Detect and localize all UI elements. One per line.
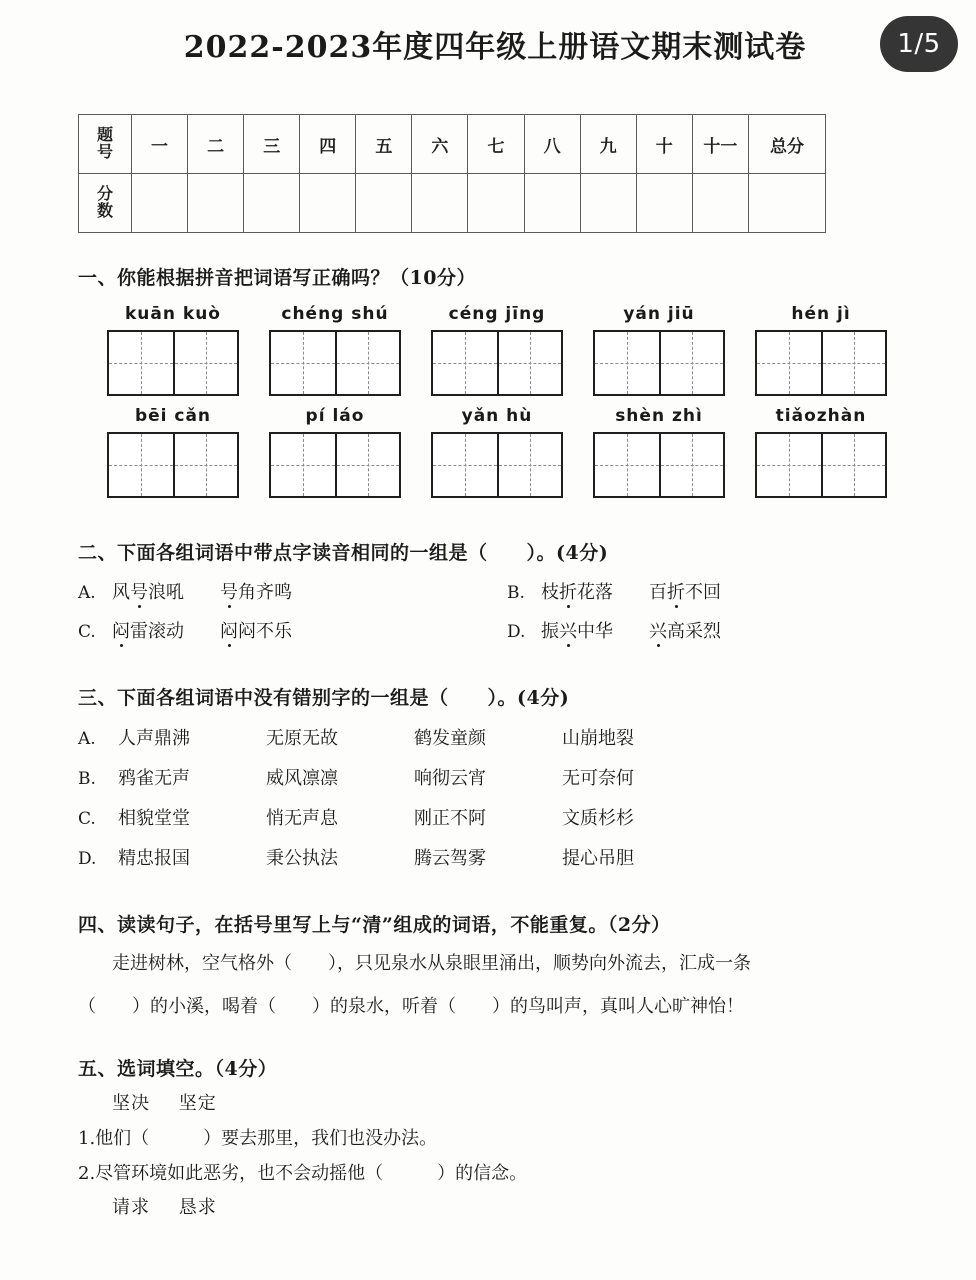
pinyin-row-2 [78, 406, 936, 498]
row-label-question-number [79, 115, 132, 174]
idiom: 人声鼎沸 [118, 728, 190, 749]
term-pre: 枝 [541, 582, 559, 603]
question-1[interactable]: 1.他们（ ）要去那里，我们也没办法。 [78, 1127, 438, 1149]
score-cell-11[interactable] [692, 174, 748, 233]
dotted-char: 闷 [112, 617, 130, 643]
pinyin-item [426, 406, 568, 498]
idiom: 秉公执法 [266, 848, 338, 869]
column-header-total: 总分 [749, 115, 826, 174]
column-header-4: 四 [300, 115, 356, 174]
idiom: 无原无故 [266, 728, 338, 749]
table-row [79, 115, 826, 174]
grid-cell[interactable] [109, 434, 173, 496]
row-label-score [79, 174, 132, 233]
writing-grid[interactable] [755, 432, 887, 498]
grid-cell[interactable] [271, 434, 335, 496]
column-header-5: 五 [356, 115, 412, 174]
question-2[interactable]: 2.尽管环境如此恶劣，也不会动摇他（ ）的信念。 [78, 1162, 528, 1184]
idiom: 山崩地裂 [562, 728, 634, 749]
idiom: 悄无声息 [266, 808, 338, 829]
section-2-options [78, 578, 936, 643]
pinyin-item [102, 304, 244, 396]
idiom: 威风凛凛 [266, 768, 338, 789]
idiom: 相貌堂堂 [118, 808, 190, 829]
term [649, 578, 721, 604]
section-5 [78, 1054, 936, 1219]
table-row [79, 174, 826, 233]
option-D[interactable] [78, 844, 936, 870]
option-terms [112, 617, 292, 643]
pinyin-label: yán jiū [623, 304, 695, 324]
section-4 [78, 910, 936, 1024]
pinyin-item [588, 304, 730, 396]
column-header-2: 二 [188, 115, 244, 174]
option-letter: B. [507, 583, 525, 603]
section-2 [78, 538, 936, 643]
term [541, 578, 613, 604]
idiom: 无可奈何 [562, 768, 634, 789]
term [112, 617, 184, 643]
column-header-9: 九 [580, 115, 636, 174]
idiom: 精忠报国 [118, 848, 190, 869]
column-header-10: 十 [636, 115, 692, 174]
idiom: 提心吊胆 [562, 848, 634, 869]
grid-cell[interactable] [173, 332, 237, 394]
column-header-11: 十一 [692, 115, 748, 174]
bank-word: 坚决 [112, 1092, 150, 1114]
score-cell-10[interactable] [636, 174, 692, 233]
option-letter: A. [78, 729, 96, 749]
writing-grid[interactable] [107, 432, 239, 498]
grid-cell[interactable] [757, 434, 821, 496]
bank-word: 请求 [112, 1196, 150, 1218]
term-post: 花落 [577, 582, 613, 603]
idiom: 文质杉杉 [562, 808, 634, 829]
pinyin-label: shèn zhì [615, 406, 703, 426]
row-label-char: 题 [96, 125, 113, 145]
idiom-group [118, 804, 710, 830]
score-table-container [78, 114, 826, 233]
term-pre: 风 [112, 582, 130, 603]
grid-cell[interactable] [821, 434, 885, 496]
idiom: 响彻云宵 [414, 768, 486, 789]
score-cell-7[interactable] [468, 174, 524, 233]
word-bank-1 [78, 1089, 936, 1115]
option-letter: B. [78, 769, 96, 789]
writing-grid[interactable] [593, 432, 725, 498]
grid-cell[interactable] [335, 434, 399, 496]
score-cell-6[interactable] [412, 174, 468, 233]
page-title: 2022-2023年度四年级上册语文期末测试卷 [183, 30, 807, 65]
dotted-char: 号 [130, 578, 148, 604]
section-1-title: 一、你能根据拼音把词语写正确吗？（10分） [78, 267, 476, 289]
option-letter: D. [78, 849, 97, 869]
writing-grid[interactable] [269, 432, 401, 498]
writing-grid[interactable] [755, 330, 887, 396]
word-bank-2 [78, 1193, 936, 1219]
term-post: 高采烈 [667, 621, 721, 642]
column-header-1: 一 [132, 115, 188, 174]
term [220, 578, 292, 604]
dotted-char: 折 [559, 578, 577, 604]
pinyin-label: hén jì [791, 304, 851, 324]
option-letter: C. [78, 622, 96, 642]
idiom: 腾云驾雾 [414, 848, 486, 869]
column-header-8: 八 [524, 115, 580, 174]
row-label-char: 号 [96, 142, 113, 161]
column-header-6: 六 [412, 115, 468, 174]
pinyin-item [426, 304, 568, 396]
option-C[interactable] [78, 617, 507, 643]
pinyin-label: pí láo [305, 406, 365, 426]
idiom: 鹤发童颜 [414, 728, 486, 749]
option-D[interactable] [507, 617, 936, 643]
grid-cell[interactable] [659, 332, 723, 394]
row-label-char: 数 [96, 201, 113, 220]
dotted-char: 闷 [220, 617, 238, 643]
section-4-title: 四、读读句子，在括号里写上与“清”组成的词语，不能重复。（2分） [78, 914, 671, 936]
grid-cell[interactable] [173, 434, 237, 496]
score-cell-4[interactable] [300, 174, 356, 233]
score-cell-8[interactable] [524, 174, 580, 233]
score-cell-total[interactable] [749, 174, 826, 233]
term [541, 617, 613, 643]
idiom-group [118, 764, 710, 790]
grid-cell[interactable] [335, 332, 399, 394]
score-cell-9[interactable] [580, 174, 636, 233]
option-letter: C. [78, 809, 96, 829]
section-2-title: 二、下面各组词语中带点字读音相同的一组是（ ）。(4分) [78, 542, 609, 564]
pinyin-label: kuān kuò [125, 304, 221, 324]
grid-cell[interactable] [109, 332, 173, 394]
pinyin-item [750, 304, 892, 396]
term-pre: 百 [649, 582, 667, 603]
option-row [78, 578, 936, 604]
grid-cell[interactable] [595, 332, 659, 394]
column-header-7: 七 [468, 115, 524, 174]
option-row [78, 617, 936, 643]
section-3 [78, 683, 936, 870]
option-letter: D. [507, 622, 526, 642]
writing-grid[interactable] [107, 330, 239, 396]
score-cell-3[interactable] [244, 174, 300, 233]
writing-grid[interactable] [269, 330, 401, 396]
section-3-options [78, 724, 936, 870]
writing-grid[interactable] [593, 330, 725, 396]
column-header-3: 三 [244, 115, 300, 174]
section-1 [78, 263, 936, 498]
dotted-char: 兴 [559, 617, 577, 643]
grid-cell[interactable] [757, 332, 821, 394]
writing-grid[interactable] [431, 432, 563, 498]
pinyin-item [102, 406, 244, 498]
grid-cell[interactable] [497, 332, 561, 394]
pinyin-row-1 [78, 304, 936, 396]
term-post: 角齐鸣 [238, 582, 292, 603]
option-B[interactable] [507, 578, 936, 604]
pinyin-label: tiǎozhàn [775, 406, 867, 426]
grid-cell[interactable] [595, 434, 659, 496]
pinyin-label: bēi cǎn [134, 406, 212, 426]
bank-word: 恳求 [178, 1196, 217, 1218]
term-post: 中华 [577, 621, 613, 642]
option-B[interactable] [78, 764, 936, 790]
idiom-group [118, 844, 710, 870]
section-5-title: 五、选词填空。（4分） [78, 1057, 278, 1080]
grid-cell[interactable] [497, 434, 561, 496]
grid-cell[interactable] [433, 434, 497, 496]
option-A[interactable] [78, 578, 507, 604]
term [649, 617, 721, 643]
cloze-line-2[interactable]: （ ）的小溪，喝着（ ）的泉水，听着（ ）的鸟叫声，真叫人心旷神怡！ [78, 996, 744, 1018]
option-terms [112, 578, 292, 604]
grid-cell[interactable] [271, 332, 335, 394]
row-label-char: 分 [96, 184, 113, 204]
option-terms [541, 617, 721, 643]
option-A[interactable] [78, 724, 936, 750]
option-C[interactable] [78, 804, 936, 830]
pinyin-item [264, 406, 406, 498]
grid-cell[interactable] [659, 434, 723, 496]
term-post: 雷滚动 [130, 621, 184, 642]
term [220, 617, 292, 643]
term-post: 闷不乐 [238, 621, 292, 642]
pinyin-writing-block [78, 304, 936, 498]
cloze-line-1[interactable]: 走进树林，空气格外（ ），只见泉水从泉眼里涌出，顺势向外流去，汇成一条 [112, 953, 751, 974]
score-cell-5[interactable] [356, 174, 412, 233]
score-table [78, 114, 826, 233]
term-post: 不回 [685, 582, 721, 603]
grid-cell[interactable] [433, 332, 497, 394]
bank-word: 坚定 [178, 1092, 217, 1114]
dotted-char: 兴 [649, 617, 667, 643]
pinyin-label: chéng shú [281, 304, 389, 324]
pinyin-label: céng jīng [448, 304, 546, 324]
term-post: 浪吼 [148, 582, 184, 603]
pinyin-label: yǎn hù [461, 406, 533, 426]
pinyin-item [750, 406, 892, 498]
dotted-char: 折 [667, 578, 685, 604]
dotted-char: 号 [220, 578, 238, 604]
pinyin-item [264, 304, 406, 396]
section-3-title: 三、下面各组词语中没有错别字的一组是（ ）。(4分) [78, 687, 570, 709]
page-number-badge: 1/5 [880, 16, 958, 72]
idiom: 刚正不阿 [414, 808, 486, 829]
idiom: 鸦雀无声 [118, 768, 190, 789]
term-pre: 振 [541, 621, 559, 642]
grid-cell[interactable] [821, 332, 885, 394]
score-cell-2[interactable] [188, 174, 244, 233]
writing-grid[interactable] [431, 330, 563, 396]
option-terms [541, 578, 721, 604]
page-header [0, 0, 976, 92]
option-letter: A. [78, 583, 96, 603]
idiom-group [118, 724, 710, 750]
score-cell-1[interactable] [132, 174, 188, 233]
term [112, 578, 184, 604]
pinyin-item [588, 406, 730, 498]
